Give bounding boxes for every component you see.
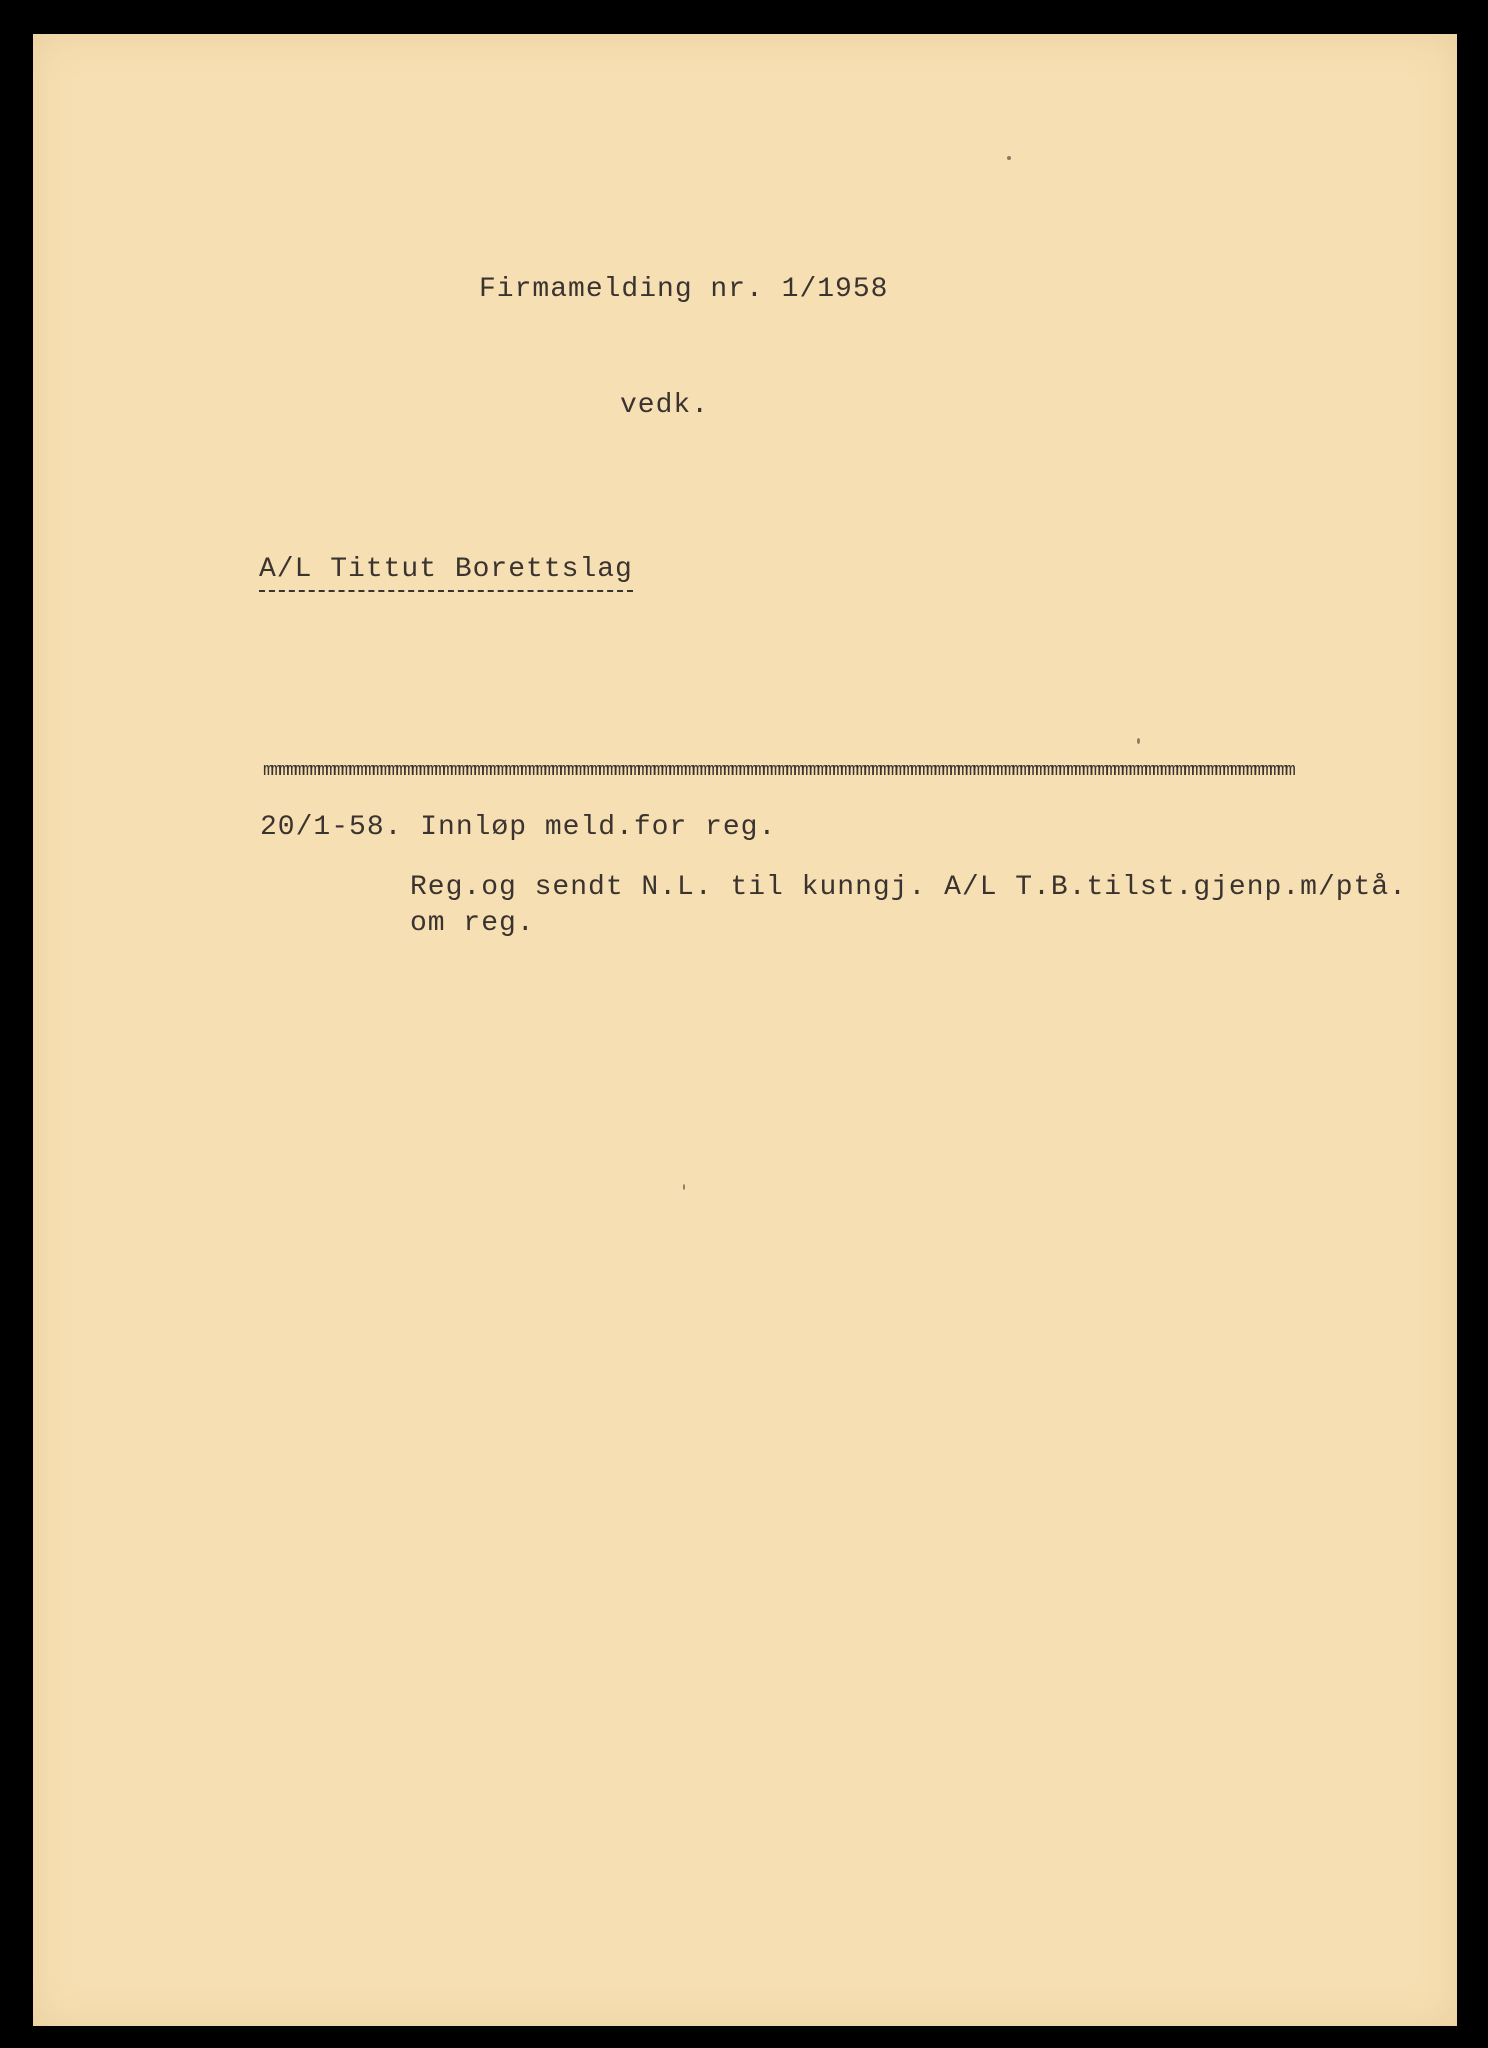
entry-note-line: Reg.og sendt N.L. til kunngj. A/L T.B.tilst.gjenp.m/ptå.	[410, 872, 1407, 903]
paper-speck	[1137, 738, 1140, 744]
entry-date-line: 20/1-58. Innløp meld.for reg.	[260, 812, 777, 843]
entry-note-line: om reg.	[410, 908, 535, 939]
entry-note	[410, 870, 1410, 942]
document-subtitle: vedk.	[620, 390, 710, 421]
paper-sheet	[33, 34, 1457, 2026]
typed-separator-line: mmmmmmmmmmmmmmmmmmmmmmmmmmmmmmmmmmmmmmmmmmmmmmmmmmmmmmmmmmmmmmmmmmmmmmmmmmmmmmmmmmmmmmmmmmmmmmmmmmmmmmmmmmmmmmmmmmmmmmmmmmmmmmmmmmmm	[263, 762, 1293, 780]
paper-speck	[683, 1184, 685, 1190]
paper-speck	[1007, 156, 1011, 160]
company-name: A/L Tittut Borettslag	[259, 556, 633, 592]
document-title: Firmamelding nr. 1/1958	[479, 274, 889, 305]
